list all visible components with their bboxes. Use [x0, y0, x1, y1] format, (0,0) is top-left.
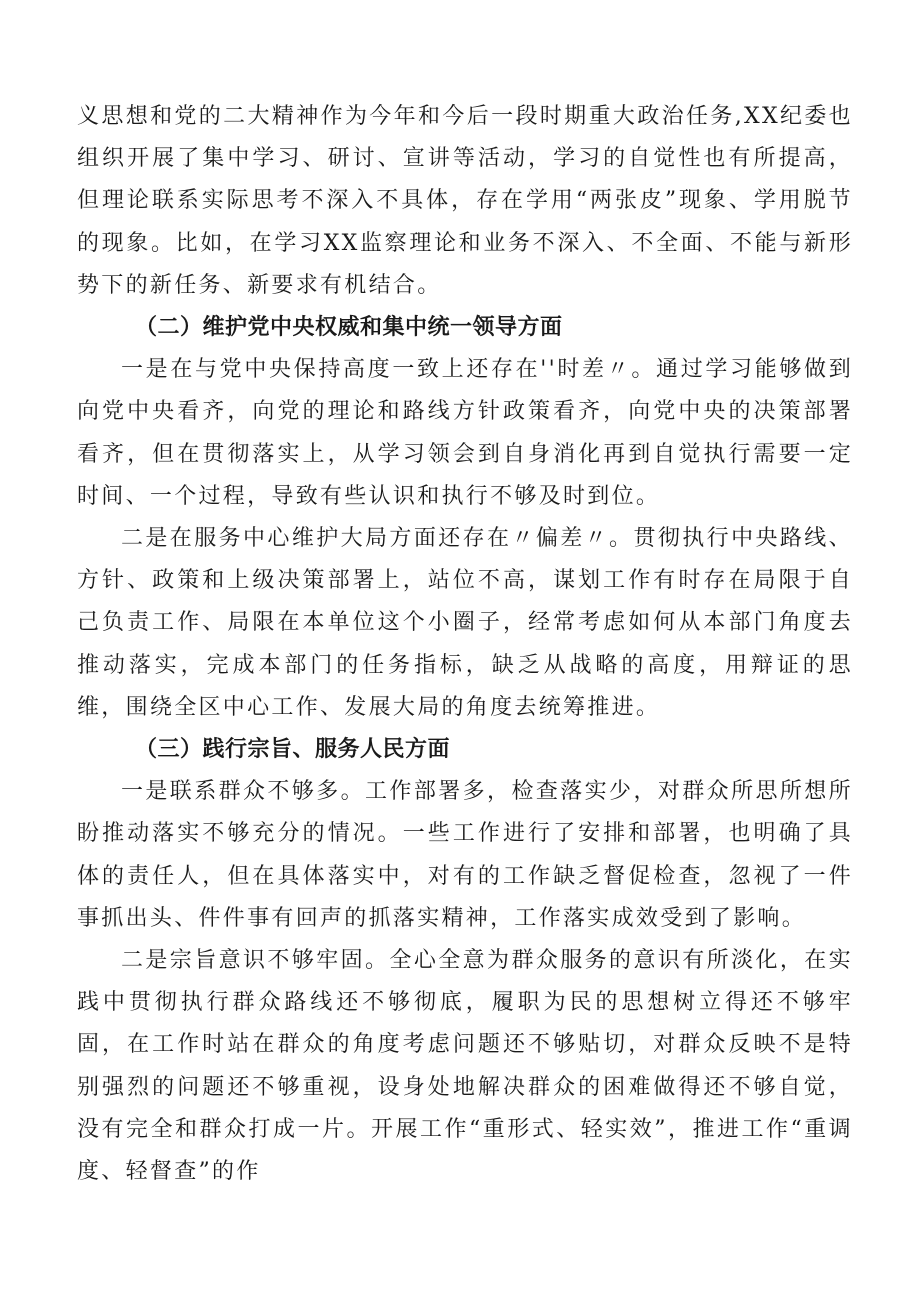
body-paragraph: 二是在服务中心维护大局方面还存在〃偏差〃。贯彻执行中央路线、方针、政策和上级决策部署上，站位不高，谋划工作有时存在局限于自己负责工作、局限在本单位这个小圈子，经常考虑如何从本部门角度去推动落实，完成本部门的任务指标，缺乏从战略的高度，用辩证的思维，围绕全区中心工作、发展大局的角度去统筹推进。 [77, 526, 853, 720]
body-paragraph: 一是联系群众不够多。工作部署多，检查落实少，对群众所思所想所盼推动落实不够充分的情况。一些工作进行了安排和部署，也明确了具体的责任人，但在具体落实中，对有的工作缺乏督促检查，忽视了一件事抓出头、件件事有回声的抓落实精神，工作落实成效受到了影响。 [77, 779, 853, 931]
body-paragraph: 一是在与党中央保持高度一致上还存在''时差〃。通过学习能够做到向党中央看齐，向党的理论和路线方针政策看齐，向党中央的决策部署看齐，但在贯彻落实上，从学习领会到自身消化再到自觉执行需要一定时间、一个过程，导致有些认识和执行不够及时到位。 [77, 357, 853, 509]
body-paragraph-continuation: 义思想和党的二大精神作为今年和今后一段时期重大政治任务,XX纪委也组织开展了集中学习、研讨、宣讲等活动，学习的自觉性也有所提高，但理论联系实际思考不深入不具体，存在学用“两张皮”现象、学用脱节的现象。比如，在学习XX监察理论和业务不深入、不全面、不能与新形势下的新任务、新要求有机结合。 [77, 104, 853, 298]
section-heading-2: （二）维护党中央权威和集中统一领导方面 [135, 315, 563, 341]
body-paragraph: 二是宗旨意识不够牢固。全心全意为群众服务的意识有所淡化，在实践中贯彻执行群众路线还不够彻底，履职为民的思想树立得还不够牢固，在工作时站在群众的角度考虑问题还不够贴切，对群众反映不是特别强烈的问题还不够重视，设身处地解决群众的困难做得还不够自觉，没有完全和群众打成一片。开展工作“重形式、轻实效”，推进工作“重调度、轻督查”的作 [77, 948, 853, 1185]
section-heading-3: （三）践行宗旨、服务人民方面 [135, 737, 451, 763]
document-page [77, 96, 853, 1193]
